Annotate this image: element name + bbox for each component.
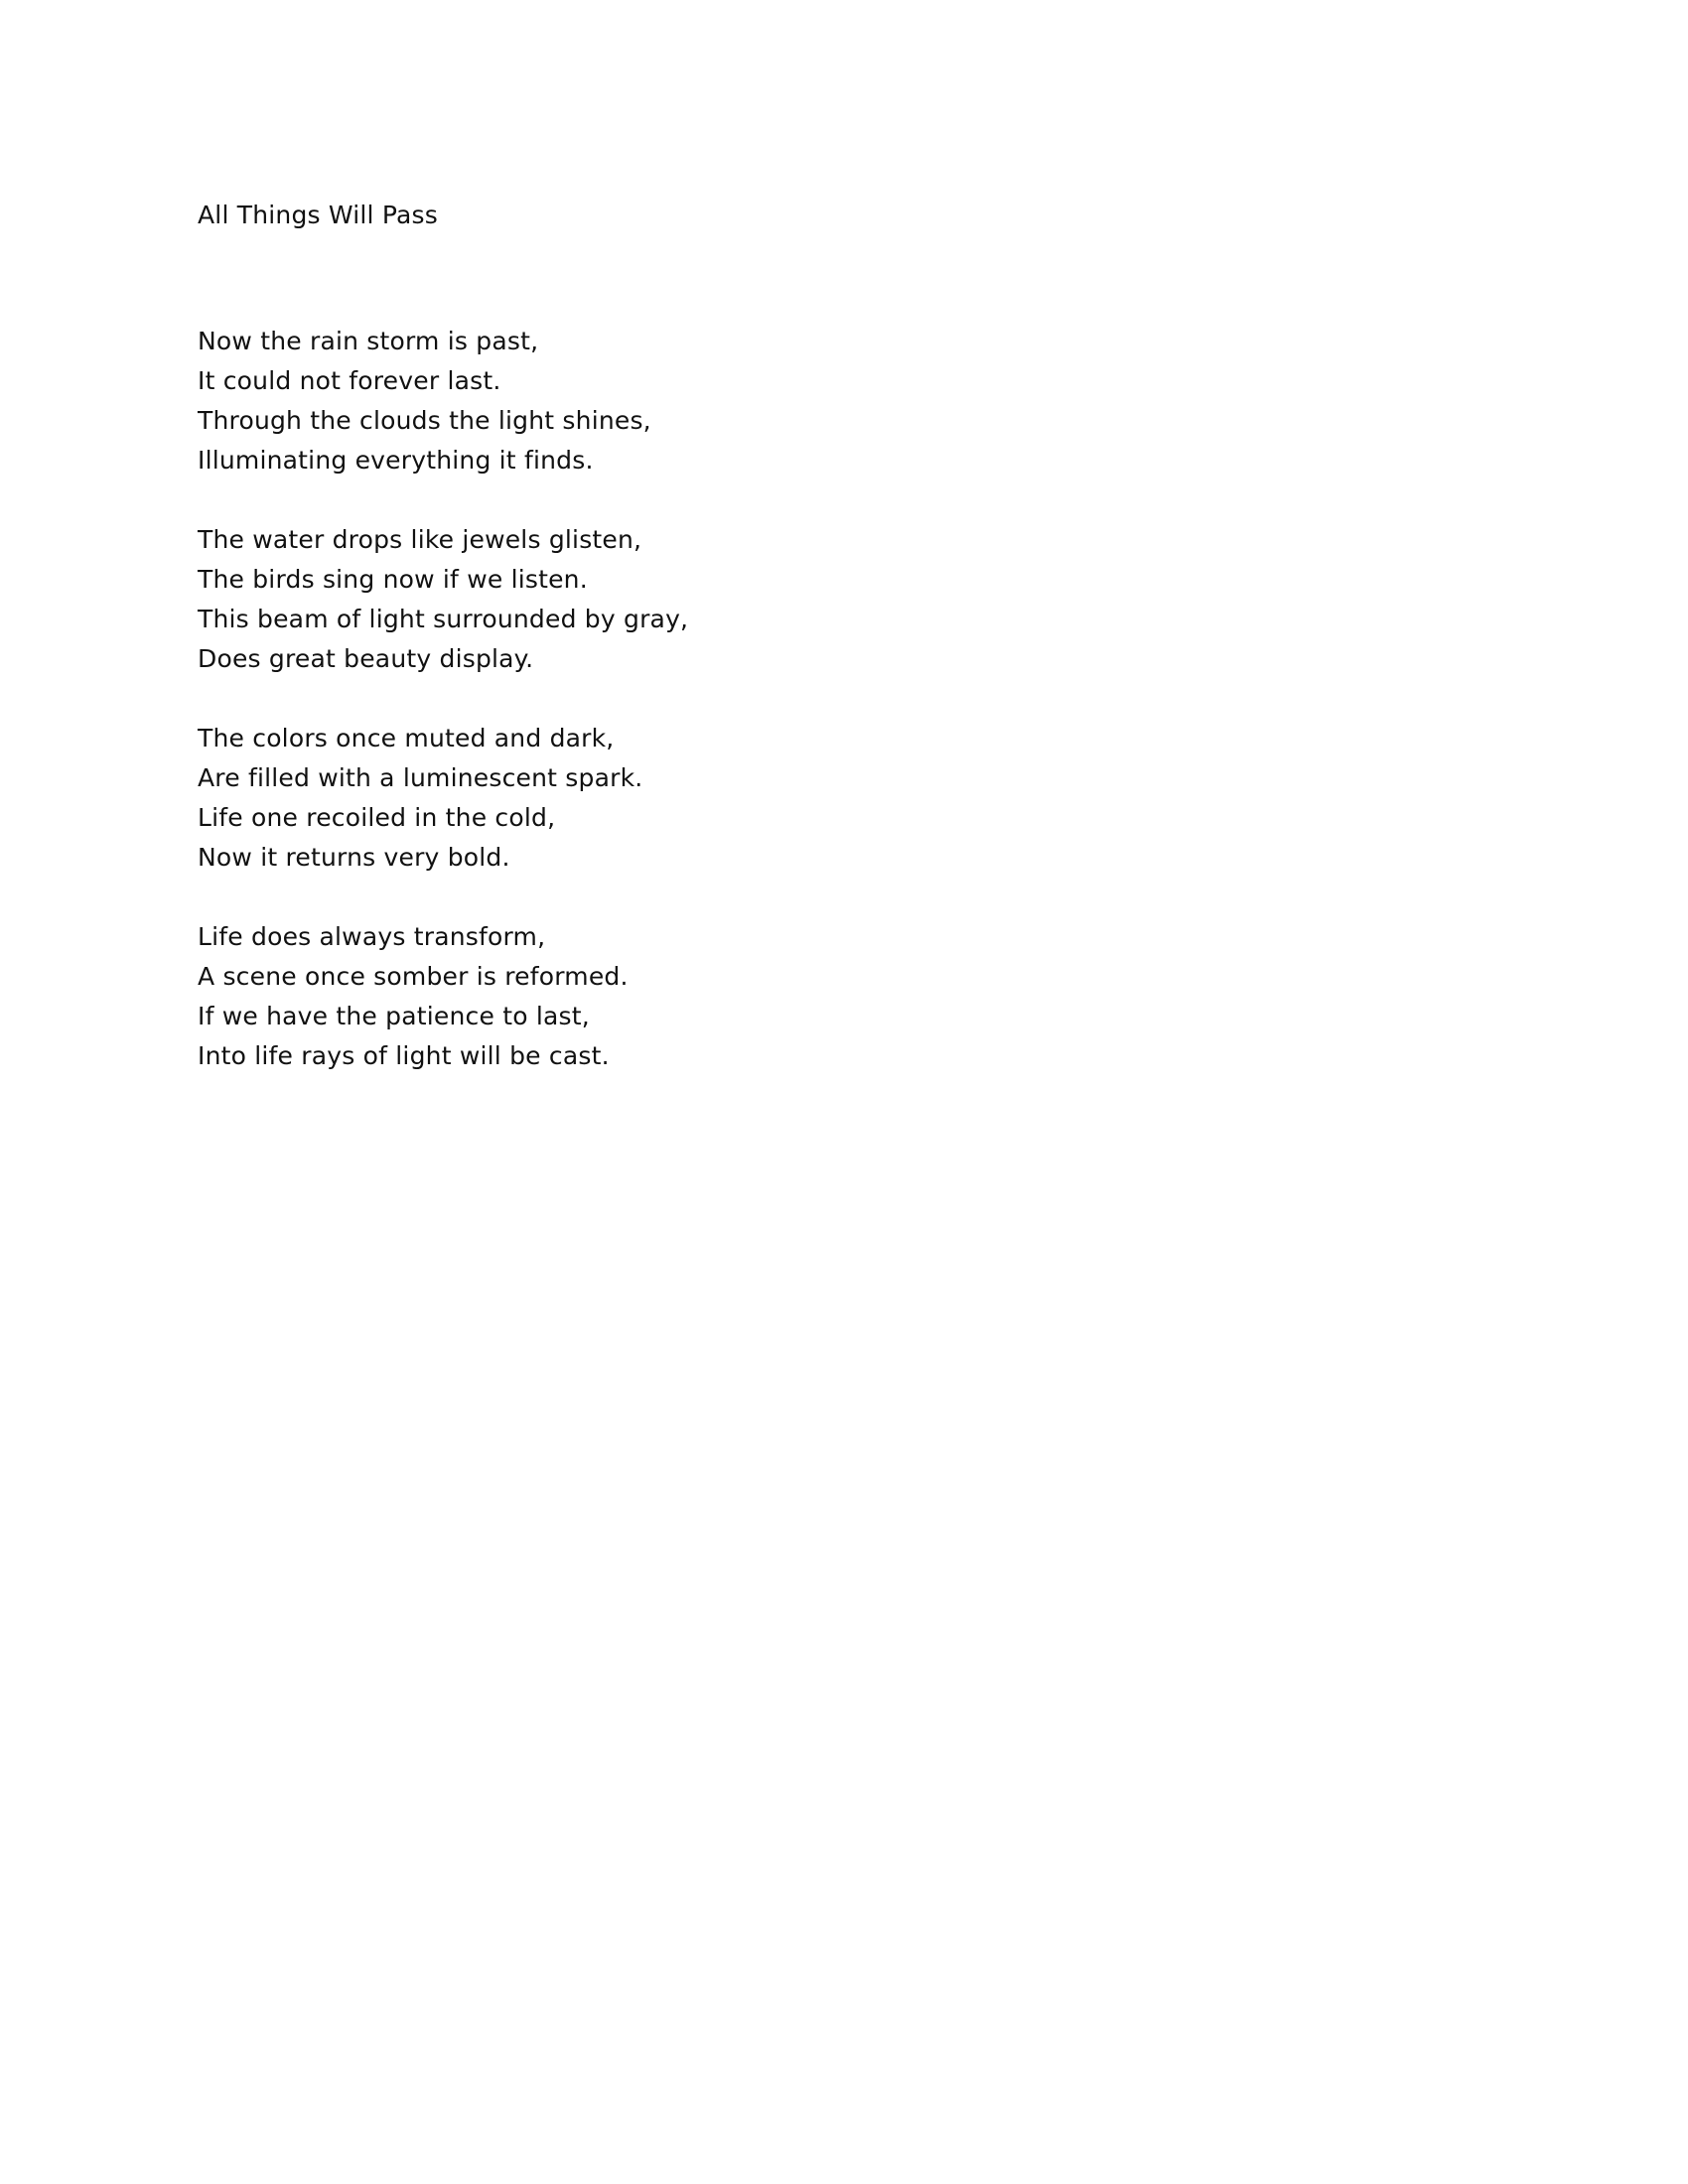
poem-line: If we have the patience to last, xyxy=(198,1002,590,1030)
poem-line: Into life rays of light will be cast. xyxy=(198,1041,610,1070)
poem-line: The colors once muted and dark, xyxy=(198,724,615,752)
stanza-2 xyxy=(198,520,688,679)
poem-line: Are filled with a luminescent spark. xyxy=(198,763,643,792)
poem-line: The birds sing now if we listen. xyxy=(198,565,588,594)
stanza-1 xyxy=(198,322,651,480)
poem-line: Now it returns very bold. xyxy=(198,843,510,872)
poem-line: Life does always transform, xyxy=(198,922,546,951)
poem-line: Does great beauty display. xyxy=(198,644,534,673)
poem-line: A scene once somber is reformed. xyxy=(198,962,629,991)
stanza-4 xyxy=(198,917,629,1076)
poem-line: Through the clouds the light shines, xyxy=(198,406,651,435)
poem-line: The water drops like jewels glisten, xyxy=(198,525,642,554)
poem-line: Now the rain storm is past, xyxy=(198,327,539,355)
poem-line: This beam of light surrounded by gray, xyxy=(198,605,689,633)
poem-line: It could not forever last. xyxy=(198,366,501,395)
stanza-3 xyxy=(198,719,642,878)
poem-title: All Things Will Pass xyxy=(198,201,438,229)
poem-line: Illuminating everything it finds. xyxy=(198,446,594,475)
poem-line: Life one recoiled in the cold, xyxy=(198,803,556,832)
